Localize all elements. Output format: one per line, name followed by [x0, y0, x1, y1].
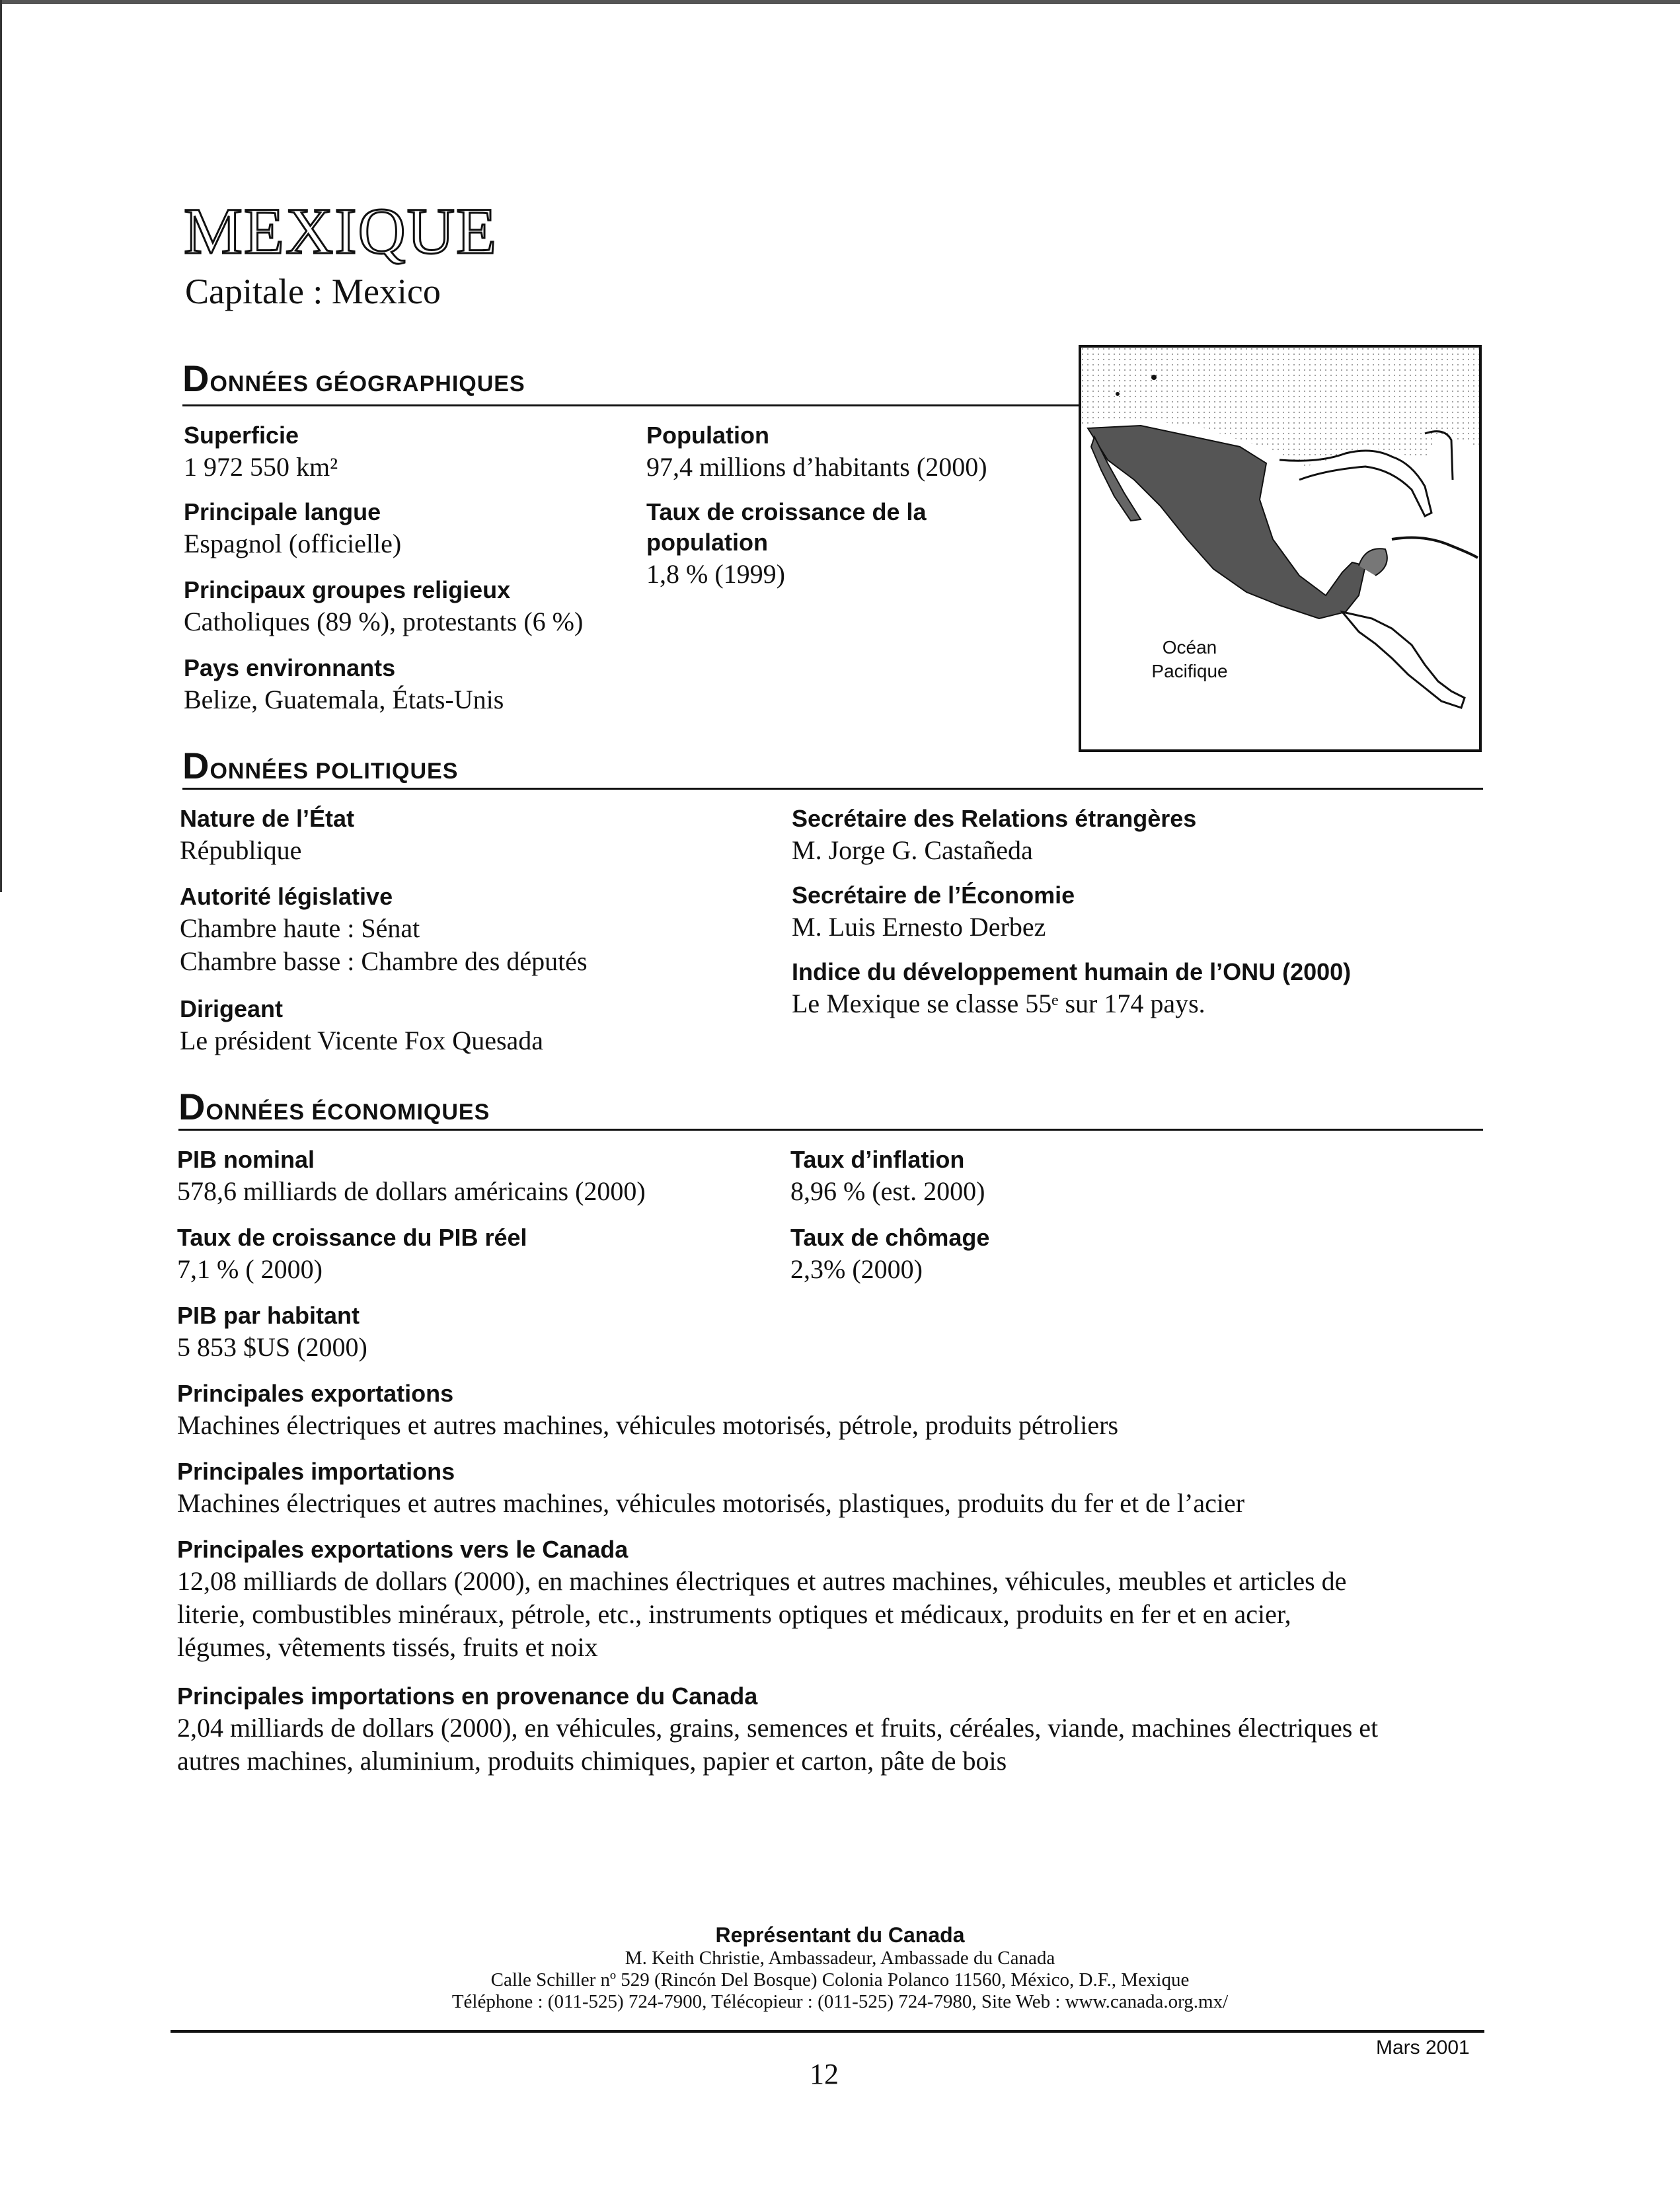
field-superficie: [184, 420, 338, 484]
field-label: Nature de l’État: [180, 805, 355, 832]
field-label: PIB nominal: [177, 1146, 315, 1173]
field-value: Le président Vicente Fox Quesada: [180, 1026, 544, 1055]
footer-line: M. Keith Christie, Ambassadeur, Ambassade du Canada: [625, 1947, 1055, 1969]
field-value: 578,6 milliards de dollars américains (2000): [177, 1176, 646, 1206]
field-idh: [792, 957, 1351, 1020]
field-value: 1,8 % (1999): [646, 559, 785, 589]
scan-left-edge: [0, 0, 2, 892]
page-title: MEXIQUE: [184, 194, 498, 268]
footer-line: Téléphone : (011-525) 724-7900, Télécopieur : (011-525) 724-7980, Site Web : www.canada.org.mx/: [451, 1991, 1229, 2012]
heading-text: ONNÉES GÉOGRAPHIQUES: [210, 371, 525, 397]
field-autorite: [180, 882, 588, 978]
field-label-cont: population: [646, 529, 768, 556]
heading-initial: D: [182, 358, 210, 399]
field-value: 7,1 % ( 2000): [177, 1254, 323, 1284]
field-label: Taux d’inflation: [790, 1146, 965, 1173]
field-label: Principales exportations vers le Canada: [177, 1536, 629, 1563]
field-value: Catholiques (89 %), protestants (6 %): [184, 607, 584, 636]
field-value-cont: légumes, vêtements tissés, fruits et noix: [177, 1632, 598, 1662]
map-label-line: Pacifique: [1151, 661, 1228, 681]
field-nature-etat: [180, 804, 354, 867]
field-label: Principaux groupes religieux: [184, 576, 511, 603]
field-label: Principales importations: [177, 1458, 455, 1485]
field-value-cont: autres machines, aluminium, produits chimiques, papier et carton, pâte de bois: [177, 1746, 1007, 1776]
field-label: Superficie: [184, 422, 299, 449]
field-value: 8,96 % (est. 2000): [790, 1176, 985, 1206]
field-label: Secrétaire de l’Économie: [792, 882, 1075, 909]
map-graphic: [1081, 348, 1479, 749]
field-label: Population: [646, 422, 769, 449]
field-value: 2,3% (2000): [790, 1254, 923, 1284]
field-value: 1 972 550 km²: [184, 452, 338, 482]
central-america: [1342, 612, 1465, 708]
field-value: Machines électriques et autres machines, véhicules motorisés, plastiques, produits du fer et de l’acier: [177, 1488, 1245, 1518]
heading-initial: D: [182, 745, 210, 786]
field-value: 2,04 milliards de dollars (2000), en véhicules, grains, semences et fruits, céréales, viande, machines électriques et: [177, 1713, 1379, 1743]
field-relations: [792, 804, 1196, 867]
field-croissance-pib: [177, 1223, 527, 1286]
section-heading-geo: [182, 357, 525, 400]
section-heading-eco: [178, 1085, 490, 1128]
field-value: 97,4 millions d’habitants (2000): [646, 452, 987, 482]
footer-representative: [0, 1923, 1680, 2013]
heading-text: ONNÉES ÉCONOMIQUES: [206, 1100, 490, 1125]
field-label: PIB par habitant: [177, 1302, 360, 1329]
field-importations: [177, 1456, 1244, 1520]
field-importations-canada: [177, 1681, 1378, 1778]
field-value: Belize, Guatemala, États-Unis: [184, 685, 504, 714]
footer-date: Mars 2001: [1376, 2037, 1470, 2059]
field-label: Taux de croissance de la: [646, 498, 927, 525]
field-value: 12,08 milliards de dollars (2000), en machines électriques et autres machines, véhicules, meubles et articles de: [177, 1566, 1347, 1596]
field-label: Dirigeant: [180, 995, 284, 1022]
capital-line: Capitale : Mexico: [185, 272, 441, 311]
field-label: Principale langue: [184, 498, 381, 525]
field-label: Pays environnants: [184, 654, 396, 681]
field-value: 5 853 $US (2000): [177, 1332, 367, 1362]
field-value-cont: Chambre basse : Chambre des députés: [180, 946, 588, 976]
field-religion: [184, 575, 583, 638]
island-dot: [1116, 392, 1120, 396]
field-pays: [184, 653, 504, 716]
field-exportations: [177, 1379, 1118, 1442]
section-heading-pol: [182, 744, 458, 787]
field-langue: [184, 497, 401, 560]
field-label: Indice du développement humain de l’ONU (2000): [792, 958, 1352, 985]
map-label-ocean: [1137, 636, 1242, 683]
section-rule-eco: [178, 1129, 1483, 1131]
section-rule-pol: [182, 788, 1483, 790]
footer-line: Calle Schiller nº 529 (Rincón Del Bosque) Colonia Polanco 11560, México, D.F., Mexique: [490, 1969, 1190, 1990]
field-label: Autorité législative: [180, 883, 393, 910]
field-label: Principales exportations: [177, 1380, 454, 1407]
map-mexico: [1079, 345, 1482, 752]
field-chomage: [790, 1223, 989, 1286]
field-inflation: [790, 1145, 985, 1208]
field-economie: [792, 880, 1075, 944]
map-label-line: Océan: [1162, 637, 1217, 658]
field-croissance-population: [646, 497, 927, 591]
field-value: Chambre haute : Sénat: [180, 913, 420, 943]
heading-text: ONNÉES POLITIQUES: [210, 759, 459, 784]
island-dot: [1151, 375, 1157, 380]
cuba: [1392, 538, 1478, 558]
field-label: Principales importations en provenance du Canada: [177, 1682, 758, 1710]
field-exportations-canada: [177, 1534, 1346, 1664]
field-value: M. Luis Ernesto Derbez: [792, 912, 1046, 942]
field-dirigeant: [180, 994, 543, 1057]
field-value: Machines électriques et autres machines, véhicules motorisés, pétrole, produits pétroliers: [177, 1410, 1119, 1440]
field-label: Taux de croissance du PIB réel: [177, 1224, 527, 1251]
field-label: Taux de chômage: [790, 1224, 990, 1251]
field-value: Le Mexique se classe 55ᵉ sur 174 pays.: [792, 989, 1205, 1018]
scan-top-edge: [0, 0, 1680, 4]
footer-title: Représentant du Canada: [715, 1923, 965, 1947]
field-population: [646, 420, 987, 484]
footer-rule: [171, 2030, 1484, 2033]
field-value: Espagnol (officielle): [184, 529, 402, 558]
field-value: M. Jorge G. Castañeda: [792, 835, 1033, 865]
field-label: Secrétaire des Relations étrangères: [792, 805, 1197, 832]
field-pib-habitant: [177, 1301, 367, 1364]
field-value: République: [180, 835, 302, 865]
gulf-coast: [1279, 451, 1432, 516]
field-value-cont: literie, combustibles minéraux, pétrole, etc., instruments optiques et médicaux, produits en fer et en acier,: [177, 1599, 1291, 1629]
field-pib: [177, 1145, 646, 1208]
heading-initial: D: [178, 1086, 206, 1127]
page-number: 12: [810, 2058, 839, 2090]
section-rule-geo: [182, 404, 1079, 406]
